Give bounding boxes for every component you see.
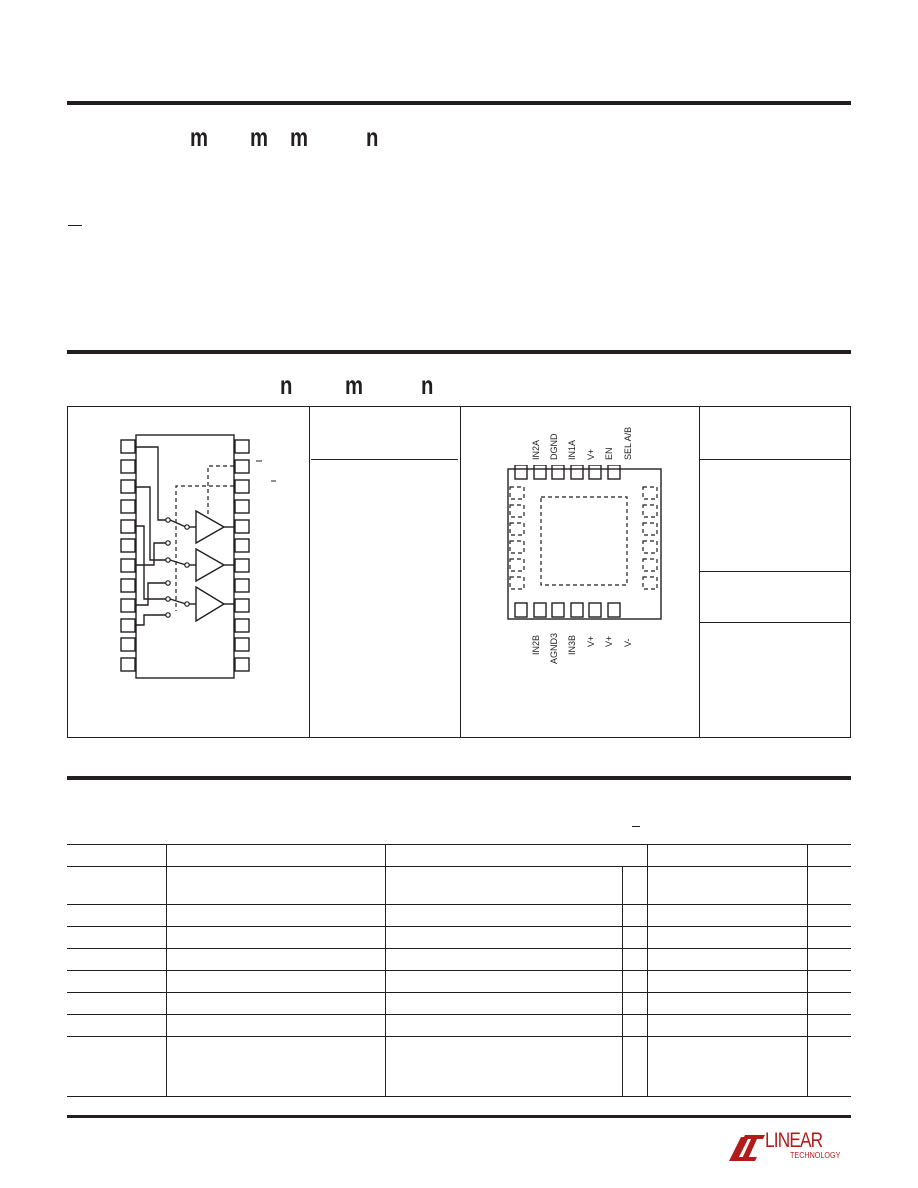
heading-glyph: m [290, 122, 309, 152]
qfn-top-pin-label: IN1A [567, 439, 577, 460]
table-row-line [67, 844, 851, 845]
qfn-top-pin-label: IN2A [531, 439, 541, 460]
heading-glyph: m [190, 122, 209, 152]
top-pads [515, 465, 620, 479]
table-row-line [67, 1014, 851, 1015]
heading-glyph: m [345, 370, 364, 400]
table-col-line [647, 844, 648, 1096]
qfn-top-pin-label: EN [604, 447, 614, 460]
qfn-bottom-pin-label: IN2B [531, 634, 541, 655]
pin-config-row-line [311, 459, 458, 460]
left-pins [121, 440, 135, 671]
qfn-bottom-pin-label: V+ [586, 635, 596, 647]
table-row-line [67, 1036, 851, 1037]
heading-glyph: n [421, 370, 434, 400]
table-col-line [807, 844, 808, 1096]
qfn-top-pin-label: V+ [586, 448, 596, 460]
table-row-line [67, 926, 851, 927]
qfn-bottom-pin-label: AGND3 [549, 632, 559, 664]
qfn-package-diagram [500, 465, 670, 625]
qfn-top-pin-label: SEL A/B [623, 426, 633, 460]
pin-config-row-line [700, 622, 850, 623]
pin-config-row-line [700, 459, 850, 460]
pin-config-divider [699, 406, 700, 738]
pin-config-divider [460, 406, 461, 738]
logo-subtitle: TECHNOLOGY [790, 1151, 841, 1160]
linear-logo-mark [727, 1131, 767, 1163]
table-col-line [385, 844, 386, 1096]
section-rule-top [67, 101, 851, 105]
right-pins [235, 440, 249, 671]
qfn-bottom-pin-label: V- [623, 638, 633, 647]
heading-glyph: m [250, 122, 269, 152]
table-col-line [622, 866, 623, 1096]
qfn-bottom-pin-label: IN3B [567, 634, 577, 655]
qfn-top-pin-label: DGND [549, 433, 559, 460]
table-row-line [67, 1096, 851, 1097]
footer-rule [67, 1115, 851, 1118]
overbar-mark [68, 225, 82, 226]
table-row-line [67, 948, 851, 949]
spec-table [67, 844, 851, 1098]
table-row-line [67, 992, 851, 993]
dip-package-diagram [110, 425, 290, 685]
logo-wordmark: LINEAR [765, 1129, 823, 1152]
qfn-bottom-pin-label: V+ [604, 635, 614, 647]
overbar-mark [632, 826, 640, 827]
pin-config-row-line [700, 571, 850, 572]
pin-config-divider [309, 406, 310, 738]
table-col-line [166, 844, 167, 1096]
bottom-pads [515, 603, 620, 617]
section-rule-table [67, 776, 851, 780]
table-row-line [67, 970, 851, 971]
section-rule-pin-config [67, 350, 851, 354]
table-row-line [67, 866, 851, 867]
heading-glyph: n [366, 122, 379, 152]
table-row-line [67, 904, 851, 905]
heading-glyph: n [280, 370, 293, 400]
